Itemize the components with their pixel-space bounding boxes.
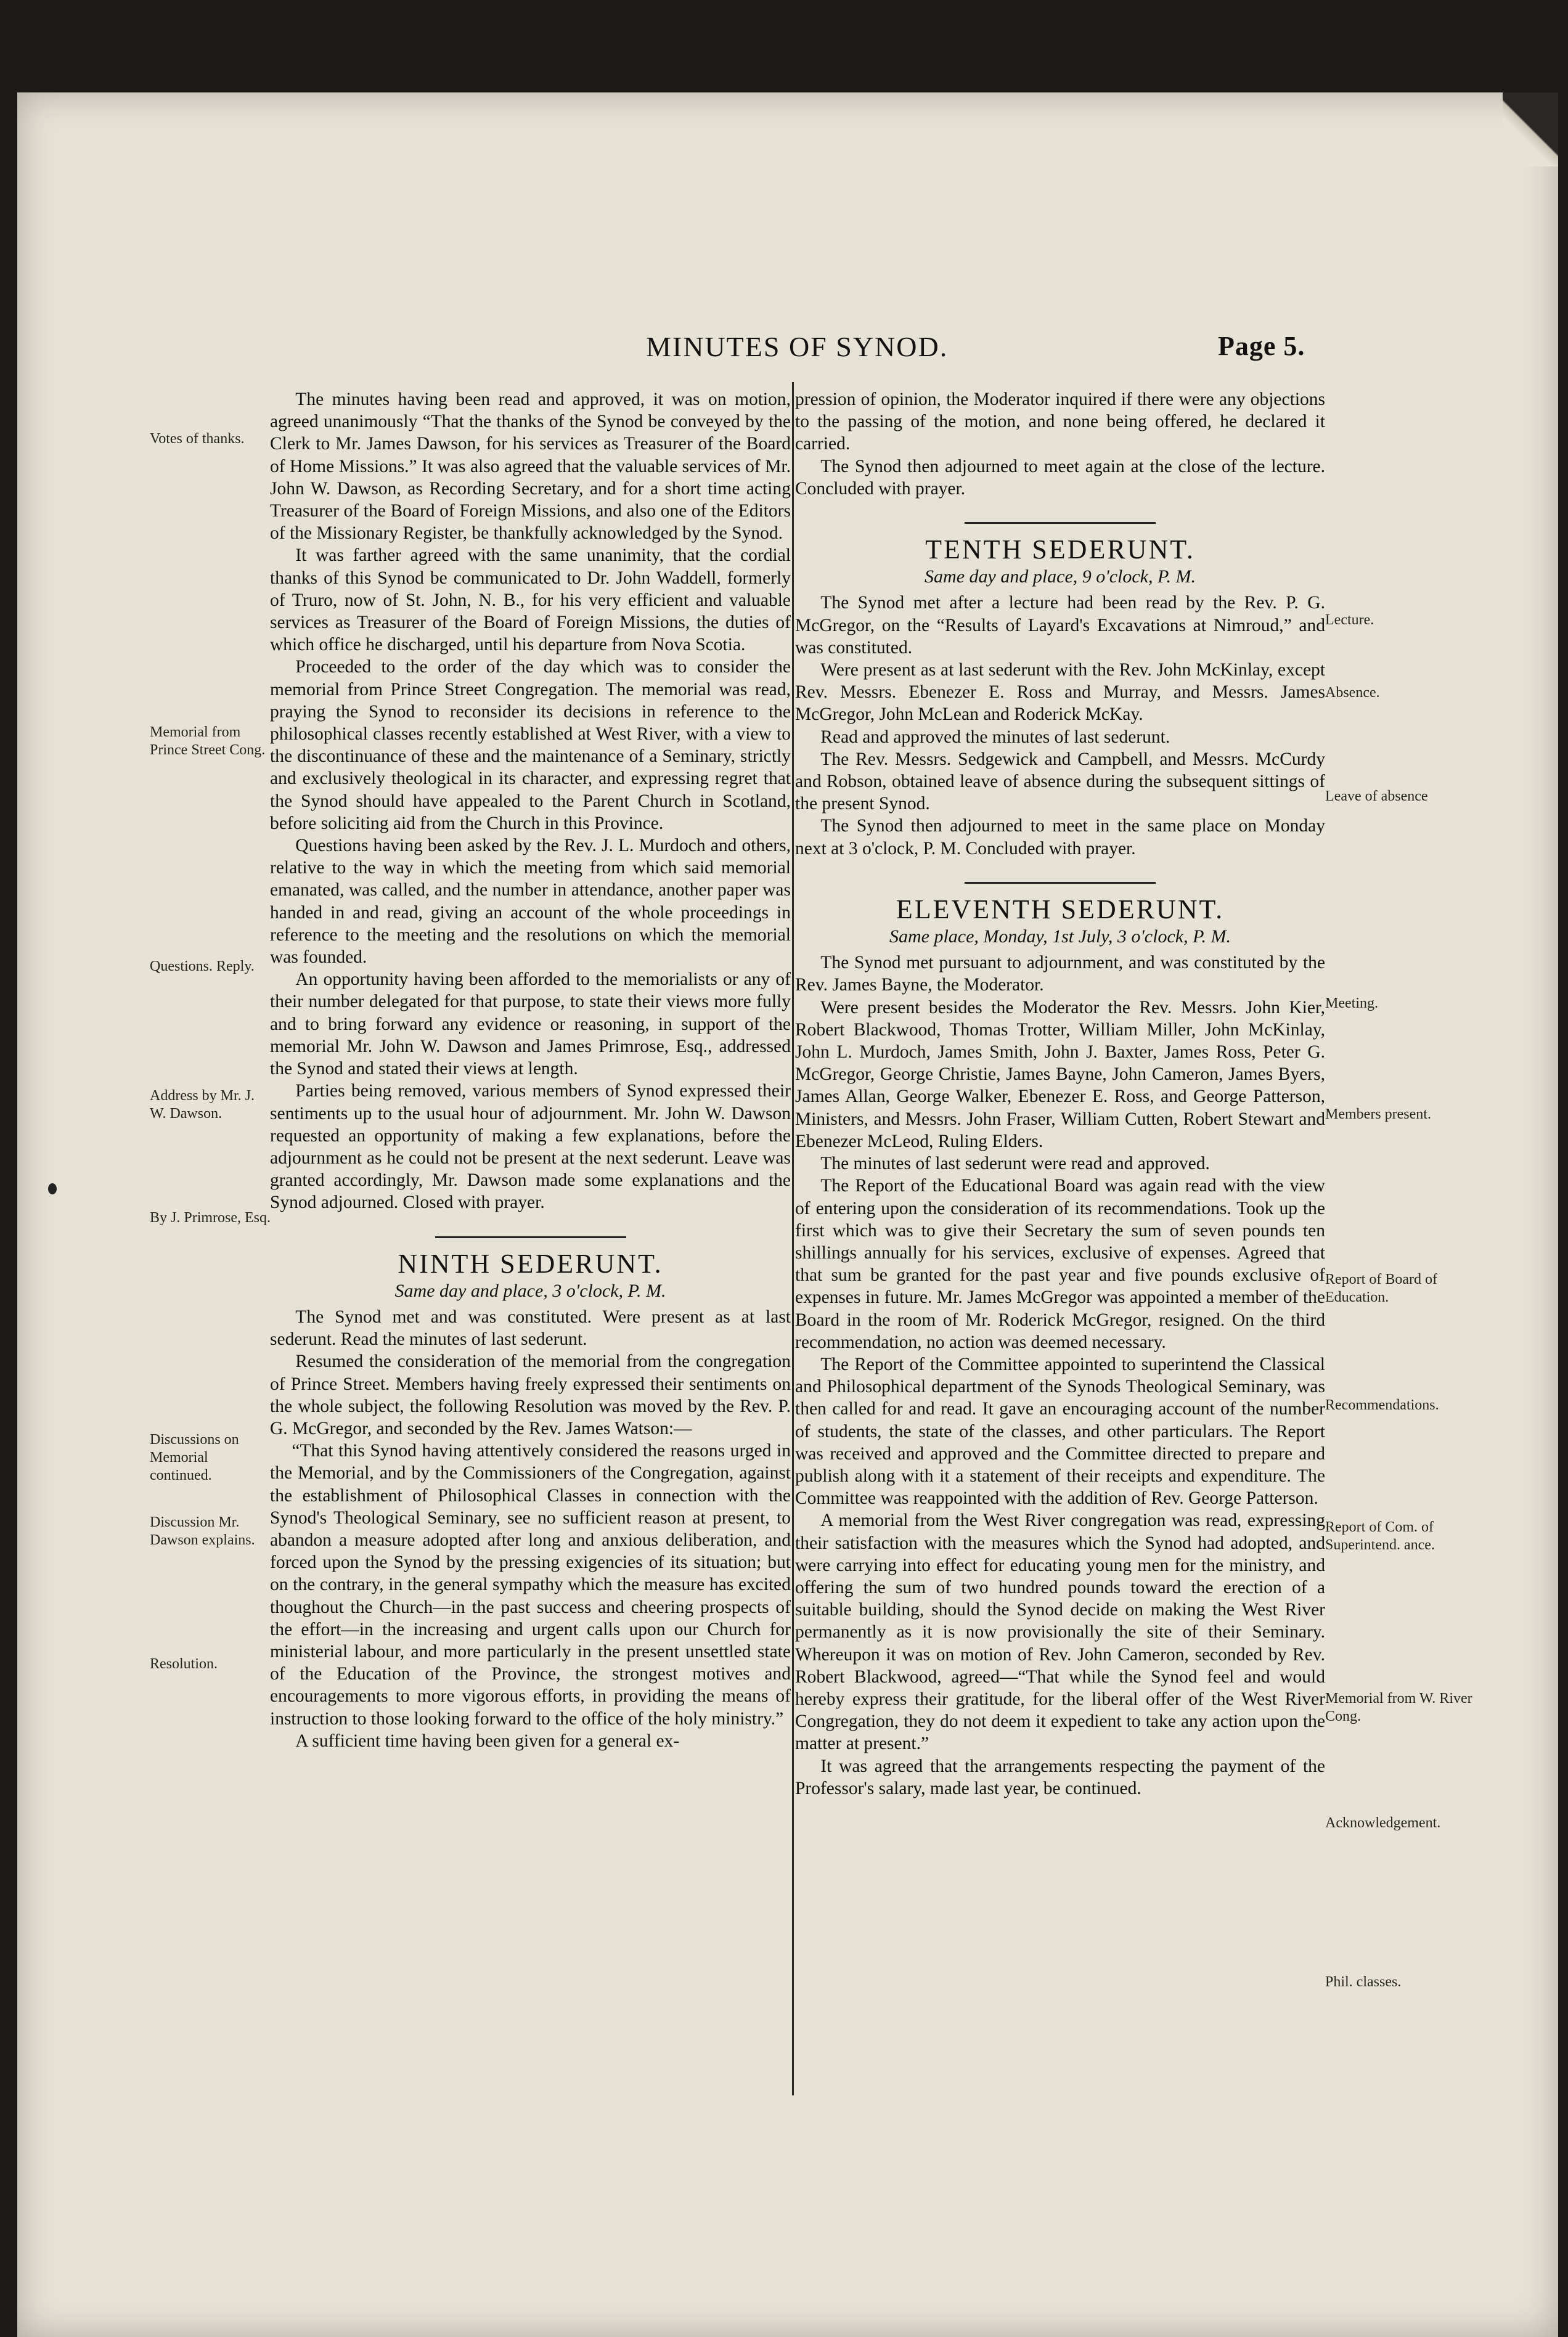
margin-note-discussions-continued: Discussions on Memorial continued.	[150, 1432, 239, 1483]
section-heading-eleventh: ELEVENTH SEDERUNT.	[896, 894, 1225, 924]
running-head	[17, 330, 1558, 367]
section-rule	[435, 1236, 626, 1238]
left-column	[270, 388, 791, 1752]
section-heading-tenth: TENTH SEDERUNT.	[925, 534, 1195, 565]
paragraph: An opportunity having been afforded to the memorialists or any of their number delegated for that purpose, to state their views more fully and to bring forward any evidence or reasoning, in support of the memorial Mr. John W. Dawson and James Primrose, Esq., addressed the Synod and stated their views at length.	[270, 969, 791, 1079]
ink-spot	[48, 1183, 57, 1194]
paragraph: The Report of the Committee appointed to superintend the Classical and Philosophical department of the Synods Theological Seminary, was then called for and read. It gave an encouraging account of the number of students, the state of the classes, and other particulars. The Report was received and approved and the Committee directed to prepare and publish along with it a statement of their receipts and expenditure. The Committee was reappointed with the addition of Rev. George Patterson.	[795, 1354, 1325, 1509]
margin-note-address-dawson: Address by Mr. J. W. Dawson.	[150, 1088, 255, 1122]
section-heading-ninth: NINTH SEDERUNT.	[398, 1248, 663, 1279]
paragraph: The Synod then adjourned to meet in the same place on Monday next at 3 o'clock, P. M. Concluded with prayer.	[795, 816, 1325, 859]
paragraph: Proceeded to the order of the day which was to consider the memorial from Prince Street Congregation. The memorial was read, praying the Synod to reconsider its decisions in reference to the philosophical classes recently established at West River, with a view to the discontinuance of these and the maintenance of a Seminary, strictly and exclusively theological in its character, and expressing regret that the Synod should have appealed to the Parent Church in Scotland, before soliciting aid from the Church in this Province.	[270, 657, 791, 833]
margin-note-recommendations: Recommendations.	[1325, 1397, 1439, 1413]
margin-note-report-com: Report of Com. of Superintend. ance.	[1325, 1519, 1435, 1553]
margin-note-absence: Absence.	[1325, 685, 1380, 701]
paragraph: Were present besides the Moderator the Rev. Messrs. John Kier, Robert Blackwood, Thomas Trotter, William Miller, John McKinlay, John L. Murdoch, James Smith, John J. Baxter, James Ross, Peter G. McGregor, George Christie, James Bayne, John Cameron, James Byers, James Allan, George Walker, Ebenezer E. Ross, and George Patterson, Ministers, and Messrs. John Fraser, William Cutten, Robert Stewart and Ebenezer McLeod, Ruling Elders.	[795, 997, 1325, 1151]
paragraph: The Synod then adjourned to meet again at the close of the lecture. Concluded with prayer.	[795, 456, 1325, 499]
paragraph: A sufficient time having been given for a general ex-	[295, 1731, 680, 1751]
margin-note-discussion-dawson: Discussion Mr. Dawson explains.	[150, 1514, 255, 1548]
margin-note-report-board: Report of Board of Education.	[1325, 1271, 1437, 1305]
margin-note-memorial-from: Memorial from Prince Street Cong.	[150, 724, 266, 758]
margin-note-memorial-west-river: Memorial from W. River Cong.	[1325, 1691, 1472, 1724]
right-column	[795, 388, 1325, 1800]
page-number: Page 5.	[1218, 331, 1305, 361]
section-subheading-tenth: Same day and place, 9 o'clock, P. M.	[925, 566, 1196, 587]
margin-note-acknowledgement: Acknowledgement.	[1325, 1815, 1441, 1831]
column-divider	[792, 382, 794, 2095]
paragraph: A memorial from the West River congregation was read, expressing their satisfaction with the measures which the Synod had adopted, and were carrying into effect for educating young men for the ministry, and offering the sum of two hundred pounds toward the erection of a suitable building, should the Synod decide on making the West River permanently as it is now provisionally the site of their Seminary. Whereupon it was on motion of Rev. John Cameron, seconded by Rev. Robert Blackwood, agreed—“That while the Synod feel and would hereby express their gratitude, for the liberal offer of the West River Congregation, they do not deem it expedient to take any action upon the matter at present.”	[795, 1511, 1325, 1754]
paragraph: Parties being removed, various members of Synod expressed their sentiments up to the usual hour of adjournment. Mr. John W. Dawson requested an opportunity of making a few explanations, before the adjournment as he could not be present at the next sederunt. Leave was granted accordingly, Mr. Dawson made some explanations and the Synod adjourned. Closed with prayer.	[270, 1081, 791, 1213]
paragraph: Were present as at last sederunt with the Rev. John McKinlay, except Rev. Messrs. Ebenezer E. Ross and Murray, and Messrs. James McGregor, John McLean and Roderick McKay.	[795, 660, 1325, 725]
paragraph: Resumed the consideration of the memorial from the congregation of Prince Street. Members having freely expressed their sentiments on the whole subject, the following Resolution was moved by the Rev. P. G. McGregor, and seconded by the Rev. James Watson:—	[270, 1352, 791, 1438]
running-head-title: MINUTES OF SYNOD.	[646, 331, 949, 362]
margin-note-phil-classes: Phil. classes.	[1325, 1974, 1402, 1990]
page-corner-curl	[1503, 92, 1558, 166]
paragraph: Read and approved the minutes of last sederunt.	[820, 727, 1170, 747]
section-rule	[965, 522, 1156, 524]
paragraph: It was farther agreed with the same unanimity, that the cordial thanks of this Synod be communicated to Dr. John Waddell, formerly of Truro, now of St. John, N. B., for his very efficient and valuable services as Treasurer of the Board of Foreign Missions, the duties of which office he discharged, until his departure from Nova Scotia.	[270, 545, 791, 655]
margin-note-lecture: Lecture.	[1325, 612, 1374, 628]
paragraph: The Report of the Educational Board was again read with the view of entering upon the consideration of its recommendations. Took up the first which was to give their Secretary the sum of seven pounds ten shillings annually for his services, exclusive of expenses. Agreed that that sum be granted for the past year and five pounds exclusive of expenses in future. Mr. James McGregor was appointed a member of the Board in the room of Mr. Roderick McGregor, resigned. On the third recommendation, no action was deemed necessary.	[795, 1176, 1325, 1352]
paragraph: The Synod met pursuant to adjournment, and was constituted by the Rev. James Bayne, the Moderator.	[795, 953, 1325, 995]
resolution-quote: “That this Synod having attentively considered the reasons urged in the Memorial, and by the Commissioners of the Congregation, against the establishment of Philosophical Classes in connection with the Synod's Theological Seminary, see no sufficient reason at present, to abandon a measure adopted after long and anxious deliberation, and forced upon the Synod by the pressing exigencies of its situation; but on the contrary, in the general sympathy which the measure has excited thoughout the Church—in the past success and cheering prospects of the effort—in the increasing and urgent calls upon our Church for ministerial labour, and more particularly in the present unsettled state of the Education of the Province, the strongest motives and encouragements to more vigorous efforts, in providing the means of instruction to those looking forward to the office of the holy ministry.”	[270, 1441, 791, 1729]
section-subheading-ninth: Same day and place, 3 o'clock, P. M.	[394, 1280, 666, 1301]
paragraph: The Synod met and was constituted. Were present as at last sederunt. Read the minutes of last sederunt.	[270, 1307, 791, 1350]
paragraph: Questions having been asked by the Rev. J. L. Murdoch and others, relative to the way in which the meeting from which said memorial emanated, was called, and the number in attendance, another paper was handed in and read, giving an account of the whole proceedings in reference to the meeting and the resolutions on which the memorial was founded.	[270, 836, 791, 968]
paragraph: The Synod met after a lecture had been read by the Rev. P. G. McGregor, on the “Results of Layard's Excavations at Nimroud,” and was constituted.	[795, 593, 1325, 658]
section-rule	[965, 882, 1156, 884]
margin-note-questions-reply: Questions. Reply.	[150, 958, 255, 974]
margin-note-by-primrose: By J. Primrose, Esq.	[150, 1210, 271, 1226]
paragraph: The minutes of last sederunt were read and approved.	[820, 1154, 1210, 1174]
paragraph: The minutes having been read and approved, it was on motion, agreed unanimously “That the thanks of the Synod be conveyed by the Clerk to Mr. James Dawson, for his services as Treasurer of the Board of Home Missions.” It was also agreed that the valuable services of Mr. John W. Dawson, as Recording Secretary, and for a short time acting Treasurer of the Board of Foreign Missions, and also one of the Editors of the Missionary Register, be thankfully acknowledged by the Synod.	[270, 389, 791, 544]
margin-note-resolution: Resolution.	[150, 1656, 218, 1672]
paragraph: It was agreed that the arrangements respecting the payment of the Professor's salary, made last year, be continued.	[795, 1756, 1325, 1798]
section-subheading-eleventh: Same place, Monday, 1st July, 3 o'clock, P. M.	[889, 926, 1231, 947]
margin-note-votes-of-thanks: Votes of thanks.	[150, 431, 245, 447]
paragraph: The Rev. Messrs. Sedgewick and Campbell, and Messrs. McCurdy and Robson, obtained leave of absence during the subsequent sittings of the present Synod.	[795, 749, 1325, 814]
margin-note-meeting: Meeting.	[1325, 995, 1378, 1011]
document-page	[17, 92, 1558, 2337]
margin-note-members-present: Members present.	[1325, 1106, 1431, 1122]
paragraph: pression of opinion, the Moderator inquired if there were any objections to the passing of the motion, and none being offered, he declared it carried.	[795, 389, 1325, 454]
margin-note-leave-of-absence: Leave of absence	[1325, 788, 1428, 804]
